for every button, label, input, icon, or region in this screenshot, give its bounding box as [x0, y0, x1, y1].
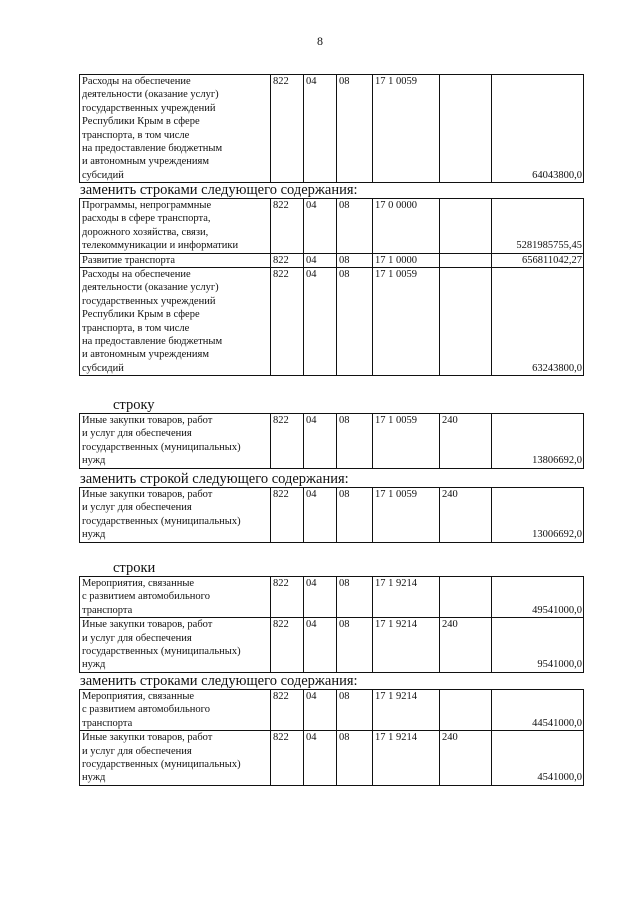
row-name-cell: Расходы на обеспечение деятельности (оказание услуг) государственных учреждений Республики Крым в сфере транспорта, в том числе на предоставление бюджетным и автономным учреждениям субсидий [80, 268, 271, 376]
chapter-code-cell: 822 [271, 618, 304, 673]
target-article-cell: 17 1 0059 [373, 488, 440, 543]
row-name-cell: Иные закупки товаров, работ и услуг для обеспечения государственных (муниципальных) нужд [80, 488, 271, 543]
target-article-cell: 17 1 9214 [373, 577, 440, 618]
subsection-code-cell: 08 [337, 199, 373, 254]
section-code-cell: 04 [304, 253, 337, 267]
chapter-code-cell: 822 [271, 414, 304, 469]
table-row [80, 414, 584, 469]
amount-cell: 13006692,0 [492, 488, 584, 543]
expense-type-cell [440, 253, 492, 267]
subsection-code-cell: 08 [337, 690, 373, 731]
table-row [80, 690, 584, 731]
section-code-cell: 04 [304, 414, 337, 469]
target-article-cell: 17 0 0000 [373, 199, 440, 254]
expense-type-cell [440, 577, 492, 618]
subsection-code-cell: 08 [337, 414, 373, 469]
target-article-cell: 17 1 0059 [373, 414, 440, 469]
subsection-code-cell: 08 [337, 577, 373, 618]
budget-table [79, 198, 584, 376]
section-replacement-expenses [79, 183, 583, 376]
budget-table [79, 413, 584, 469]
chapter-code-cell: 822 [271, 577, 304, 618]
amount-cell: 9541000,0 [492, 618, 584, 673]
amount-cell: 49541000,0 [492, 577, 584, 618]
row-name-cell: Иные закупки товаров, работ и услуг для обеспечения государственных (муниципальных) нужд [80, 618, 271, 673]
table-row [80, 268, 584, 376]
target-article-cell: 17 1 9214 [373, 690, 440, 731]
expense-type-cell: 240 [440, 488, 492, 543]
row-name-cell: Развитие транспорта [80, 253, 271, 267]
amount-cell: 44541000,0 [492, 690, 584, 731]
section-heading: заменить строкой следующего содержания: [80, 471, 349, 487]
table-row [80, 577, 584, 618]
section-heading: заменить строками следующего содержания: [80, 673, 358, 689]
section-code-cell: 04 [304, 488, 337, 543]
expense-type-cell [440, 690, 492, 731]
amount-cell: 63243800,0 [492, 268, 584, 376]
subsection-code-cell: 08 [337, 618, 373, 673]
amount-cell: 13806692,0 [492, 414, 584, 469]
row-name-cell: Мероприятия, связанные с развитием автомобильного транспорта [80, 690, 271, 731]
chapter-code-cell: 822 [271, 731, 304, 786]
table-row [80, 618, 584, 673]
table-row [80, 253, 584, 267]
chapter-code-cell: 822 [271, 268, 304, 376]
section-code-cell: 04 [304, 268, 337, 376]
expense-type-cell: 240 [440, 618, 492, 673]
section-heading: строки [113, 560, 156, 576]
section-code-cell: 04 [304, 577, 337, 618]
table-row [80, 75, 584, 183]
subsection-code-cell: 08 [337, 75, 373, 183]
row-name-cell: Иные закупки товаров, работ и услуг для обеспечения государственных (муниципальных) нужд [80, 731, 271, 786]
budget-table [79, 576, 584, 673]
row-name-cell: Расходы на обеспечение деятельности (оказание услуг) государственных учреждений Республики Крым в сфере транспорта, в том числе на предоставление бюджетным и автономным учреждениям субсидий [80, 75, 271, 183]
budget-table [79, 487, 584, 543]
expense-type-cell: 240 [440, 731, 492, 786]
target-article-cell: 17 1 9214 [373, 618, 440, 673]
section-code-cell: 04 [304, 75, 337, 183]
expense-type-cell [440, 75, 492, 183]
page-number: 8 [317, 34, 323, 48]
expense-type-cell: 240 [440, 414, 492, 469]
chapter-code-cell: 822 [271, 199, 304, 254]
expense-type-cell [440, 268, 492, 376]
section-code-cell: 04 [304, 199, 337, 254]
amount-cell: 656811042,27 [492, 253, 584, 267]
expense-type-cell [440, 199, 492, 254]
row-name-cell: Программы, непрограммные расходы в сфере транспорта, дорожного хозяйства, связи, телекоммуникации и информатики [80, 199, 271, 254]
subsection-code-cell: 08 [337, 253, 373, 267]
table-row [80, 731, 584, 786]
chapter-code-cell: 822 [271, 253, 304, 267]
target-article-cell: 17 1 0059 [373, 268, 440, 376]
chapter-code-cell: 822 [271, 488, 304, 543]
section-code-cell: 04 [304, 731, 337, 786]
amount-cell: 5281985755,45 [492, 199, 584, 254]
table-row [80, 488, 584, 543]
row-name-cell: Мероприятия, связанные с развитием автомобильного транспорта [80, 577, 271, 618]
amount-cell: 64043800,0 [492, 75, 584, 183]
target-article-cell: 17 1 0059 [373, 75, 440, 183]
subsection-code-cell: 08 [337, 268, 373, 376]
section-original-expenses [79, 74, 583, 183]
chapter-code-cell: 822 [271, 75, 304, 183]
table-row [80, 199, 584, 254]
amount-cell: 4541000,0 [492, 731, 584, 786]
section-original-transport [79, 561, 583, 673]
budget-table [79, 689, 584, 786]
section-code-cell: 04 [304, 690, 337, 731]
section-original-purchases [79, 398, 583, 469]
chapter-code-cell: 822 [271, 690, 304, 731]
subsection-code-cell: 08 [337, 731, 373, 786]
section-code-cell: 04 [304, 618, 337, 673]
section-replacement-purchases [79, 472, 583, 543]
target-article-cell: 17 1 0000 [373, 253, 440, 267]
section-heading: строку [113, 397, 155, 413]
subsection-code-cell: 08 [337, 488, 373, 543]
row-name-cell: Иные закупки товаров, работ и услуг для обеспечения государственных (муниципальных) нужд [80, 414, 271, 469]
section-heading: заменить строками следующего содержания: [80, 182, 358, 198]
target-article-cell: 17 1 9214 [373, 731, 440, 786]
section-replacement-transport [79, 674, 583, 786]
budget-table [79, 74, 584, 183]
